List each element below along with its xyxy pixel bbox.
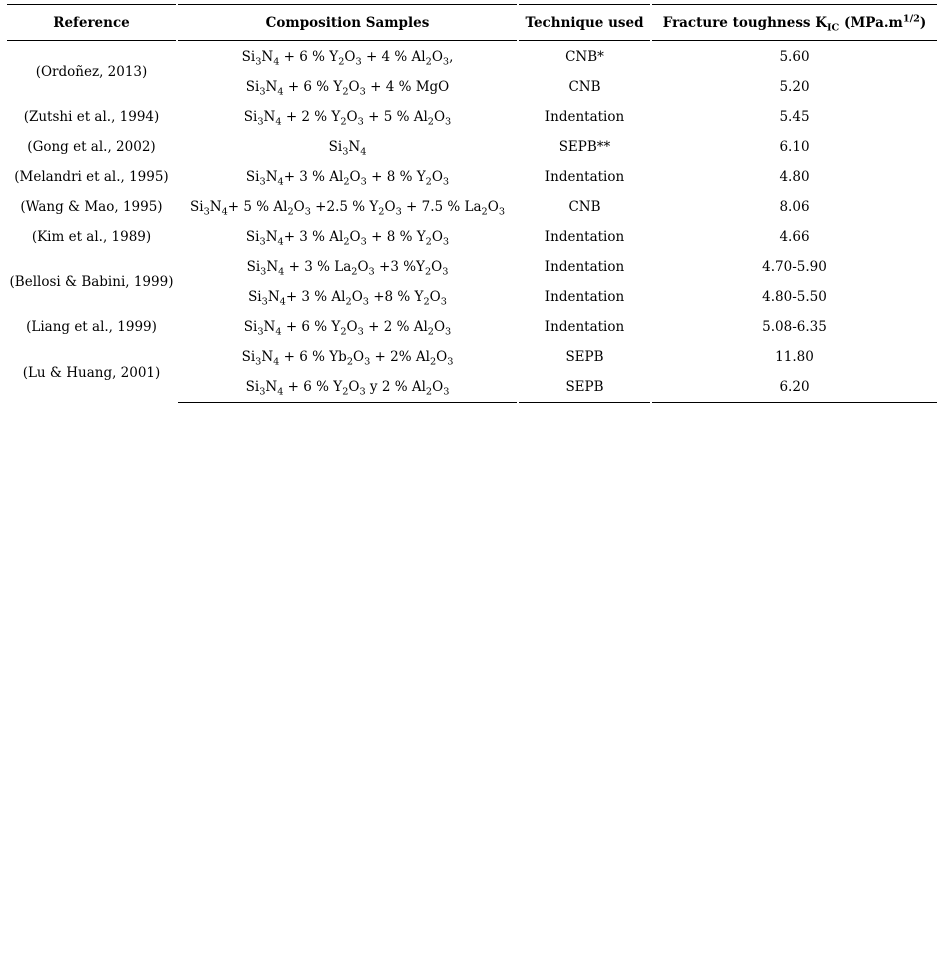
table-row [7,342,937,372]
header-toughness-sup: 1/2 [902,13,920,25]
header-composition: Composition Samples [178,4,517,41]
technique-cell: Indentation [544,109,625,125]
table-row [7,132,937,162]
toughness-cell: 5.45 [779,109,810,125]
composition-cell: $Si_3N_4 + 6$ % $Y_2O_3 + 4$ % $Al_2O_3$, [241,49,454,68]
toughness-cell: 5.08-6.35 [762,319,827,335]
header-toughness-sub: IC [826,21,840,33]
toughness-cell: 5.60 [779,49,810,65]
table-row [7,312,937,342]
technique-cell: SEPB [519,372,650,403]
toughness-cell: 8.06 [779,199,810,215]
toughness-cell: 4.80-5.50 [762,289,827,305]
technique-cell: SEPB** [558,139,611,155]
table-row [7,102,937,132]
reference-cell: (Ordoñez, 2013) [35,64,148,80]
composition-cell: $Si_3N_4 + 2$ % $Y_2O_3 + 5$ % $Al_2O_3$ [243,109,452,128]
technique-cell: SEPB [565,349,604,365]
header-toughness-prefix: Fracture toughness K [662,14,827,31]
reference-cell: (Melandri et al., 1995) [14,169,169,185]
composition-cell: $Si_3N_4+ 3$ % $Al_2O_3 + 8$ % $Y_2O_3$ [245,229,450,248]
table-row [7,192,937,222]
technique-cell: Indentation [544,169,625,185]
header-toughness [652,4,937,41]
composition-cell: $Si_3N_4 + 6$ % $Yb_2O_3 + 2\%$ $Al_2O_3$ [241,349,454,368]
technique-cell: CNB [568,199,601,215]
toughness-cell: 4.66 [779,229,810,245]
technique-cell: Indentation [544,289,625,305]
composition-cell: $Si_3N_4$ [328,139,367,158]
header-toughness-suffix: ) [919,14,927,31]
composition-cell: $Si_3N_4 + 6$ % $Y_2O_3 + 4$ % MgO [245,79,450,98]
composition-cell: $Si_3N_4 + 6$ % $Y_2O_3 + 2$ % $Al_2O_3$ [243,319,452,338]
toughness-cell: 6.20 [652,372,937,403]
header-technique: Technique used [519,4,650,41]
table-row [7,41,937,72]
composition-cell: $Si_3N_4 + 3$ % $La_2O_3 +3$ $\%Y_2O_3$ [246,259,449,278]
composition-cell: $Si_3N_4 + 6$ % $Y_2O_3$ y 2 % $Al_2O_3$ [178,372,517,403]
technique-cell: Indentation [544,229,625,245]
toughness-cell: 11.80 [775,349,814,365]
technique-cell: Indentation [544,319,625,335]
table-row [7,222,937,252]
reference-cell: (Kim et al., 1989) [31,229,152,245]
technique-cell: CNB* [565,49,604,65]
composition-cell: $Si_3N_4+ 3$ % $Al_2O_3 + 8$ % $Y_2O_3$ [245,169,450,188]
reference-cell: (Bellosi & Babini, 1999) [9,274,174,290]
header-toughness-mid: (MPa.m [839,14,903,31]
reference-cell: (Gong et al., 2002) [27,139,156,155]
technique-cell: Indentation [544,259,625,275]
reference-cell: (Lu & Huang, 2001) [22,364,161,381]
header-reference: Reference [7,4,176,41]
composition-cell: $Si_3N_4+ 3$ % $Al_2O_3 +8$ % $Y_2O_3$ [248,289,447,308]
technique-cell: CNB [568,79,601,95]
composition-cell: $Si_3N_4+ 5$ % $Al_2O_3 +2.5$ % $Y_2O_3 + 7.5$ % $La_2O_3$ [190,199,505,218]
toughness-cell: 6.10 [779,139,810,155]
table-row [7,252,937,282]
reference-cell: (Zutshi et al., 1994) [23,109,160,125]
reference-cell: (Liang et al., 1999) [26,319,157,335]
toughness-cell: 5.20 [779,79,810,95]
toughness-cell: 4.80 [779,169,810,185]
reference-cell: (Wang & Mao, 1995) [20,199,163,215]
toughness-cell: 4.70-5.90 [762,259,827,275]
table-row [7,162,937,192]
header-row [7,4,937,41]
fracture-toughness-table [5,4,939,403]
